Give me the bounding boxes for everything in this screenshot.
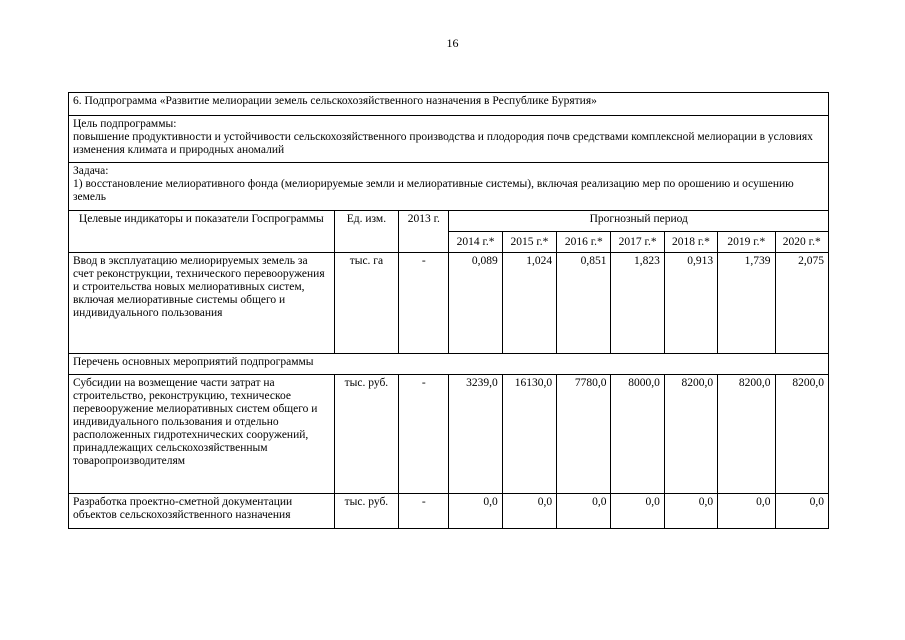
design-unit: тыс. руб. bbox=[334, 494, 398, 529]
header-year: 2015 г.* bbox=[502, 232, 556, 253]
indicator-value: 1,739 bbox=[718, 253, 775, 354]
design-value: 0,0 bbox=[557, 494, 611, 529]
goal-text: повышение продуктивности и устойчивости сельскохозяйственного производства и плодородия почв средствами комплексной мелиорации в условиях изменения климата и природных аномалий bbox=[73, 131, 813, 156]
indicator-value: 1,823 bbox=[611, 253, 664, 354]
goal-label: Цель подпрограммы: bbox=[73, 118, 177, 130]
design-value: 0,0 bbox=[502, 494, 556, 529]
subsidy-name: Субсидии на возмещение части затрат на строительство, реконструкцию, техническое перевооружение мелиоративных систем общего и индивидуального пользования и отдельно расположенных гидротехнических сооружений, принадлежащих сельскохозяйственным товаропроизводителям bbox=[69, 375, 335, 494]
header-year: 2017 г.* bbox=[611, 232, 664, 253]
header-year: 2018 г.* bbox=[664, 232, 717, 253]
subsidy-2013: - bbox=[399, 375, 449, 494]
task-label: Задача: bbox=[73, 165, 109, 177]
header-year: 2020 г.* bbox=[775, 232, 828, 253]
table-row bbox=[69, 375, 829, 494]
header-indicators: Целевые индикаторы и показатели Госпрограммы bbox=[69, 211, 335, 253]
table-row bbox=[69, 253, 829, 354]
design-2013: - bbox=[399, 494, 449, 529]
design-value: 0,0 bbox=[449, 494, 502, 529]
indicator-value: 2,075 bbox=[775, 253, 828, 354]
subprogram-table bbox=[68, 92, 829, 529]
indicator-value: 0,913 bbox=[664, 253, 717, 354]
header-unit: Ед. изм. bbox=[334, 211, 398, 253]
subprogram-title: 6. Подпрограмма «Развитие мелиорации земель сельскохозяйственного назначения в Республике Бурятия» bbox=[69, 93, 829, 116]
indicator-value: 1,024 bbox=[502, 253, 556, 354]
subsidy-value: 7780,0 bbox=[557, 375, 611, 494]
design-value: 0,0 bbox=[775, 494, 828, 529]
subsidy-value: 3239,0 bbox=[449, 375, 502, 494]
header-year: 2019 г.* bbox=[718, 232, 775, 253]
header-forecast: Прогнозный период bbox=[449, 211, 829, 232]
header-year-2013: 2013 г. bbox=[399, 211, 449, 253]
design-value: 0,0 bbox=[664, 494, 717, 529]
indicator-value: 0,089 bbox=[449, 253, 502, 354]
indicator-name: Ввод в эксплуатацию мелиорируемых земель за счет реконструкции, технического перевооружения и строительства новых мелиоративных систем, включая мелиоративные системы общего и индивидуального пользования bbox=[69, 253, 335, 354]
subsidy-value: 8200,0 bbox=[664, 375, 717, 494]
task-text: 1) восстановление мелиоративного фонда (мелиорируемые земли и мелиоративные системы), включая реализацию мер по орошению и осушению земель bbox=[73, 178, 794, 203]
page-number: 16 bbox=[446, 36, 459, 50]
header-year: 2016 г.* bbox=[557, 232, 611, 253]
indicator-unit: тыс. га bbox=[334, 253, 398, 354]
indicator-value: 0,851 bbox=[557, 253, 611, 354]
header-year: 2014 г.* bbox=[449, 232, 502, 253]
subsidy-unit: тыс. руб. bbox=[334, 375, 398, 494]
subsidy-value: 8000,0 bbox=[611, 375, 664, 494]
table-row bbox=[69, 494, 829, 529]
design-value: 0,0 bbox=[718, 494, 775, 529]
goal-cell bbox=[69, 116, 829, 163]
subsidy-value: 8200,0 bbox=[775, 375, 828, 494]
subsidy-value: 8200,0 bbox=[718, 375, 775, 494]
activities-heading: Перечень основных мероприятий подпрограммы bbox=[69, 354, 829, 375]
task-cell bbox=[69, 163, 829, 211]
subsidy-value: 16130,0 bbox=[502, 375, 556, 494]
design-name: Разработка проектно-сметной документации объектов сельскохозяйственного назначения bbox=[69, 494, 335, 529]
indicator-2013: - bbox=[399, 253, 449, 354]
design-value: 0,0 bbox=[611, 494, 664, 529]
